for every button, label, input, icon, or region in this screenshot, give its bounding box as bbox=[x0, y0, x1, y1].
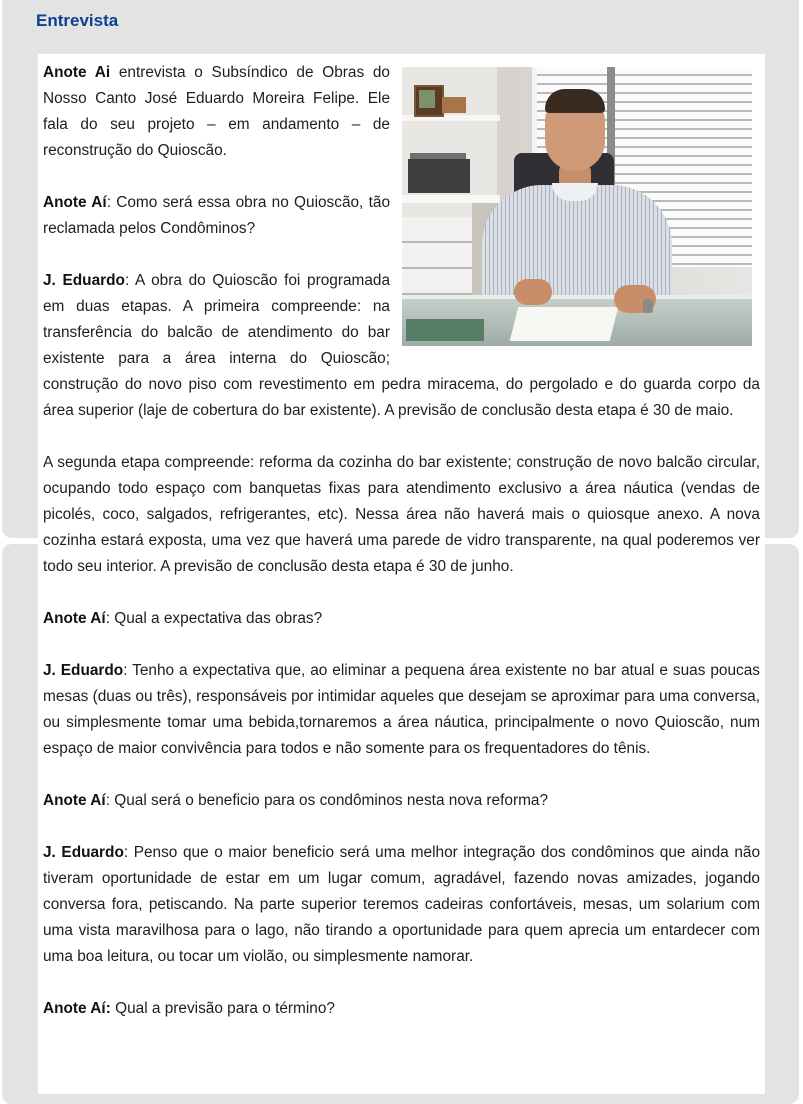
paragraph-text: A segunda etapa compreende: reforma da cozinha do bar existente; construção de novo balcão circular, ocupando todo espaço com banquetas fixas para atendimento exclusivo a área náutica (vendas de picolés, coco, salgados, refrigerantes, etc). Nessa área não haverá mais o quiosque anexo. A nova cozinha estará exposta, uma vez que haverá uma parede de vidro transparente, na qual poderemos ver todo seu interior. A previsão de conclusão desta etapa é 30 de junho. bbox=[43, 454, 760, 575]
question-paragraph bbox=[43, 996, 760, 1022]
speaker-label: Anote Aí bbox=[43, 610, 106, 627]
question-paragraph bbox=[43, 788, 760, 814]
paragraph-text: : Qual será o beneficio para os condôminos nesta nova reforma? bbox=[105, 792, 549, 809]
speaker-label: J. Eduardo bbox=[43, 272, 125, 289]
question-paragraph bbox=[43, 606, 760, 632]
speaker-label: Anote Ai bbox=[43, 64, 111, 81]
paragraph-text: : Penso que o maior beneficio será uma melhor integração dos condôminos que ainda não tiveram oportunidade de estar em um lugar comum, agradável, fazendo novas amizades, jogando conversa fora, petiscando. Na parte superior teremos cadeiras confortáveis, mesas, um solarium com uma vista maravilhosa para o lago, não tirando a oportunidade para quem aprecia um entardecer com uma boa leitura, ou tocar um violão, ou simplesmente namorar. bbox=[43, 844, 761, 965]
paragraph-text: : Qual a expectativa das obras? bbox=[105, 610, 323, 627]
answer-paragraph bbox=[43, 658, 760, 762]
speaker-label: J. Eduardo bbox=[43, 844, 124, 861]
paragraph-text: Qual a previsão para o término? bbox=[110, 1000, 335, 1017]
paragraph-text: entrevista o Subsíndico de Obras do Nosso Canto José Eduardo Moreira Felipe. Ele fala do seu projeto – em andamento – de reconstrução do Quioscão. bbox=[43, 64, 390, 159]
section-title: Entrevista bbox=[36, 11, 119, 30]
interview-photo bbox=[402, 67, 752, 346]
speaker-label: Anote Aí: bbox=[43, 1000, 111, 1017]
answer-paragraph bbox=[43, 450, 760, 580]
speaker-label: Anote Aí bbox=[43, 792, 106, 809]
paragraph-text: : A obra do Quioscão foi programada em duas etapas. A primeira compreende: na transferência do balcão de atendimento do bar existente para a área interna do Quioscão; construção do novo piso com revestimento em pedra miracema, do pergolado e do guarda corpo da área superior (laje de cobertura do bar existente). A previsão de conclusão desta etapa é 30 de maio. bbox=[43, 272, 760, 419]
speaker-label: J. Eduardo bbox=[43, 662, 124, 679]
paragraph-text: : Tenho a expectativa que, ao eliminar a pequena área existente no bar atual e suas poucas mesas (duas ou três), responsáveis por intimidar aqueles que desejam se aproximar para uma conversa, ou simplesmente tomar uma bebida,tornaremos a área náutica, principalmente o novo Quioscão, num espaço de maior convivência para todos e não somente para os frequentadores do tênis. bbox=[43, 662, 760, 757]
article-body bbox=[38, 54, 765, 1094]
paragraph-text: : Como será essa obra no Quioscão, tão reclamada pelos Condôminos? bbox=[43, 194, 391, 237]
speaker-label: Anote Aí bbox=[43, 194, 107, 211]
answer-paragraph bbox=[43, 840, 760, 970]
